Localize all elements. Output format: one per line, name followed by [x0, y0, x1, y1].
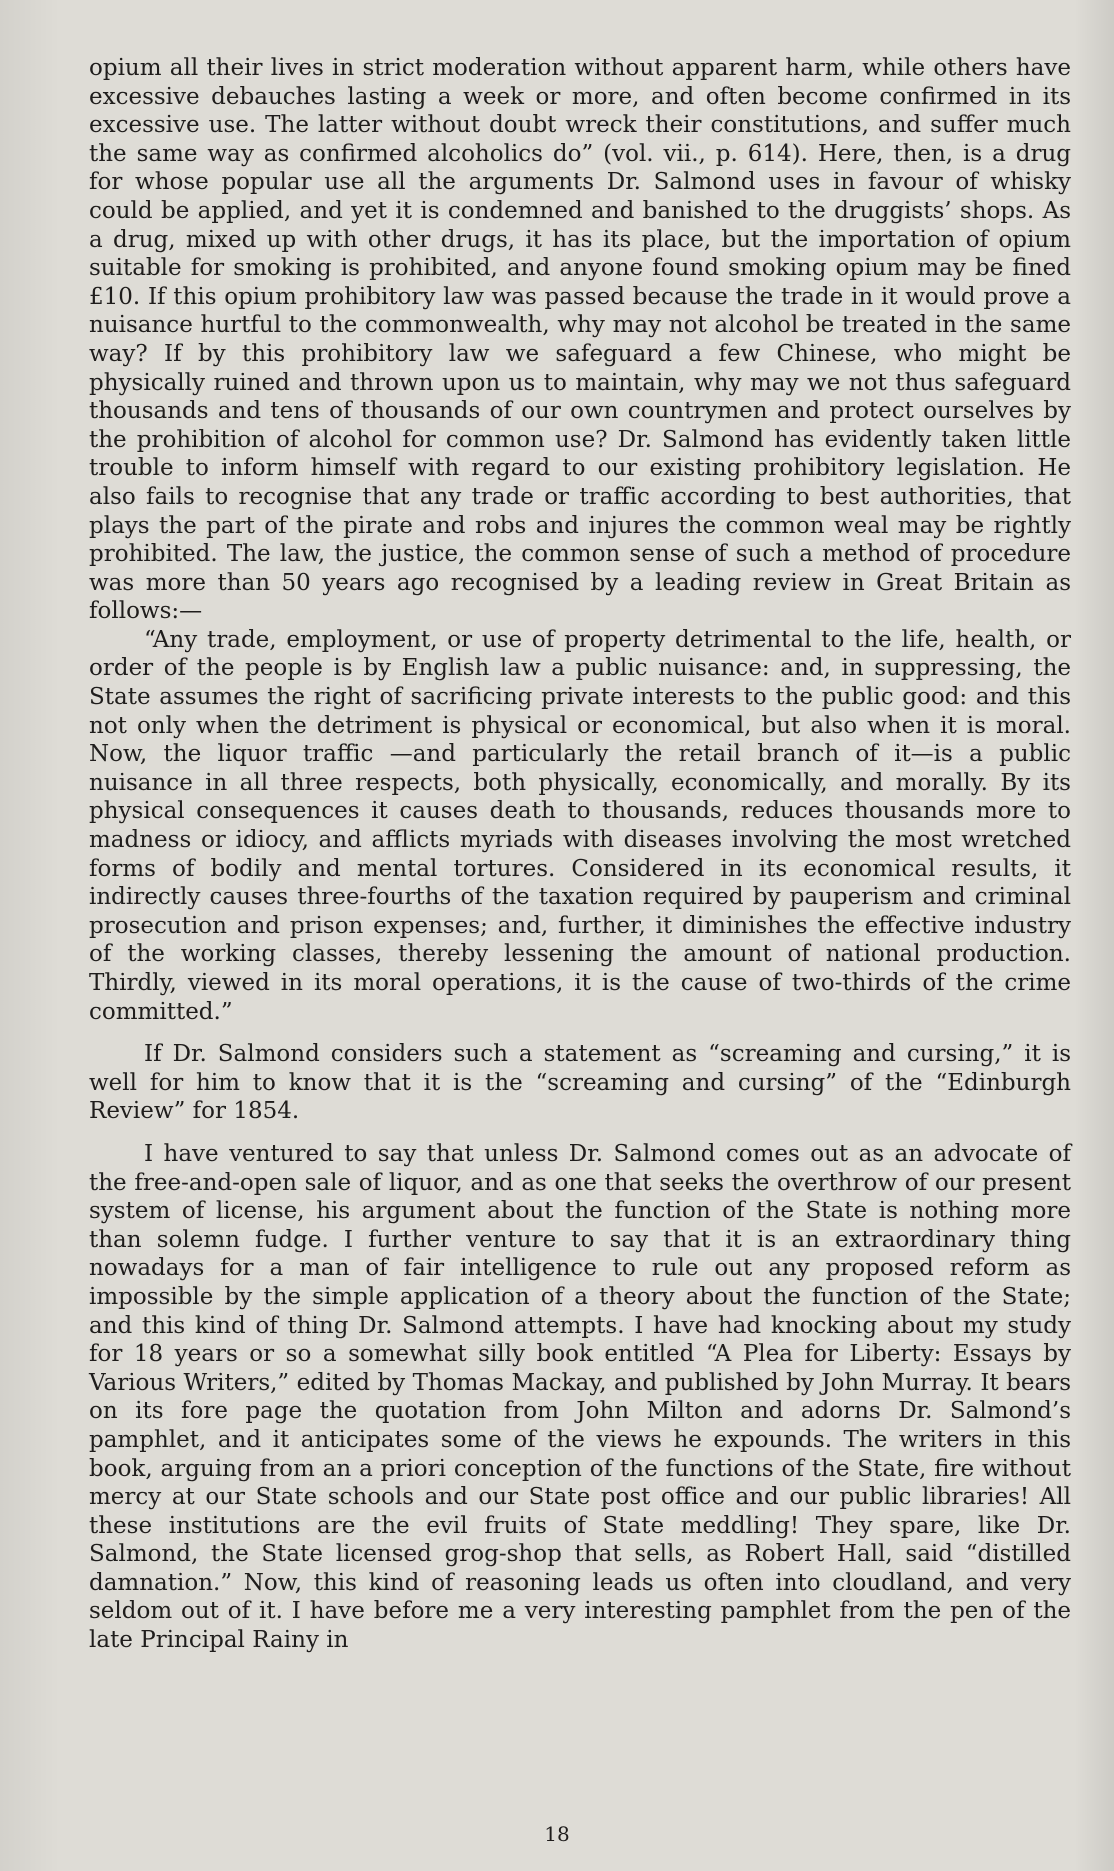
page-number: 18 [544, 1822, 570, 1846]
paragraph-opium-prohibition: opium all their lives in strict moderation without apparent harm, while others have excessive debauches lasting a week or more, and often become confirmed in its excessive use. The latter without doubt wreck their constitutions, and suffer much the same way as confirmed alcoholics do” (vol. vii., p. 614). Here, then, is a drug for whose popular use all the arguments Dr. Salmond uses in favour of whisky could be applied, and yet it is condemned and banished to the druggists’ shops. As a drug, mixed up with other drugs, it has its place, but the importation of opium suitable for smoking is prohibited, and anyone found smoking opium may be fined £10. If this opium prohibitory law was passed because the trade in it would prove a nuisance hurtful to the commonwealth, why may not alcohol be treated in the same way? If by this prohibitory law we safeguard a few Chinese, who might be physically ruined and thrown upon us to maintain, why may we not thus safeguard thousands and tens of thousands of our own countrymen and protect ourselves by the prohibition of alcohol for common use? Dr. Salmond has evidently taken little trouble to inform himself with regard to our existing prohibitory legislation. He also fails to recognise that any trade or traffic according to best authorities, that plays the part of the pirate and robs and injures the common weal may be rightly prohibited. The law, the justice, the common sense of such a method of procedure was more than 50 years ago recognised by a leading review in Great Britain as follows:— [89, 55, 1071, 625]
paragraph-edinburgh-review: If Dr. Salmond considers such a statement as “screaming and cursing,” it is well for him to know that it is the “screaming and cursing” of the “Edinburgh Review” for 1854. [89, 1041, 1071, 1125]
body-text [89, 54, 1071, 1655]
paragraph-review-quotation: “Any trade, employment, or use of property detrimental to the life, health, or order of the people is by English law a public nuisance: and, in suppressing, the State assumes the right of sacrificing private interests to the public good: and this not only when the detriment is physical or economical, but also when it is moral. Now, the liquor traffic —and particularly the retail branch of it—is a public nuisance in all three respects, both physically, economically, and morally. By its physical consequences it causes death to thousands, reduces thousands more to madness or idiocy, and afflicts myriads with diseases involving the most wretched forms of bodily and mental tortures. Considered in its economical results, it indirectly causes three-fourths of the taxation required by pauperism and criminal prosecution and prison expenses; and, further, it diminishes the effective industry of the working classes, thereby lessening the amount of national production. Thirdly, viewed in its moral operations, it is the cause of two-thirds of the crime committed.” [89, 626, 1071, 1025]
paragraph-function-of-state: I have ventured to say that unless Dr. Salmond comes out as an advocate of the free-and-open sale of liquor, and as one that seeks the overthrow of our present system of license, his argument about the function of the State is nothing more than solemn fudge. I further venture to say that it is an extraordinary thing nowadays for a man of fair intelligence to rule out any proposed reform as impossible by the simple application of a theory about the function of the State; and this kind of thing Dr. Salmond attempts. I have had knocking about my study for 18 years or so a somewhat silly book entitled “A Plea for Liberty: Essays by Various Writers,” edited by Thomas Mackay, and published by John Murray. It bears on its fore page the quotation from John Milton and adorns Dr. Salmond’s pamphlet, and it anticipates some of the views he expounds. The writers in this book, arguing from an a priori conception of the functions of the State, fire without mercy at our State schools and our State post office and our public libraries! All these institutions are the evil fruits of State meddling! They spare, like Dr. Salmond, the State licensed grog-shop that sells, as Robert Hall, said “distilled damnation.” Now, this kind of reasoning leads us often into cloudland, and very seldom out of it. I have before me a very interesting pamphlet from the pen of the late Principal Rainy in [89, 1140, 1071, 1654]
